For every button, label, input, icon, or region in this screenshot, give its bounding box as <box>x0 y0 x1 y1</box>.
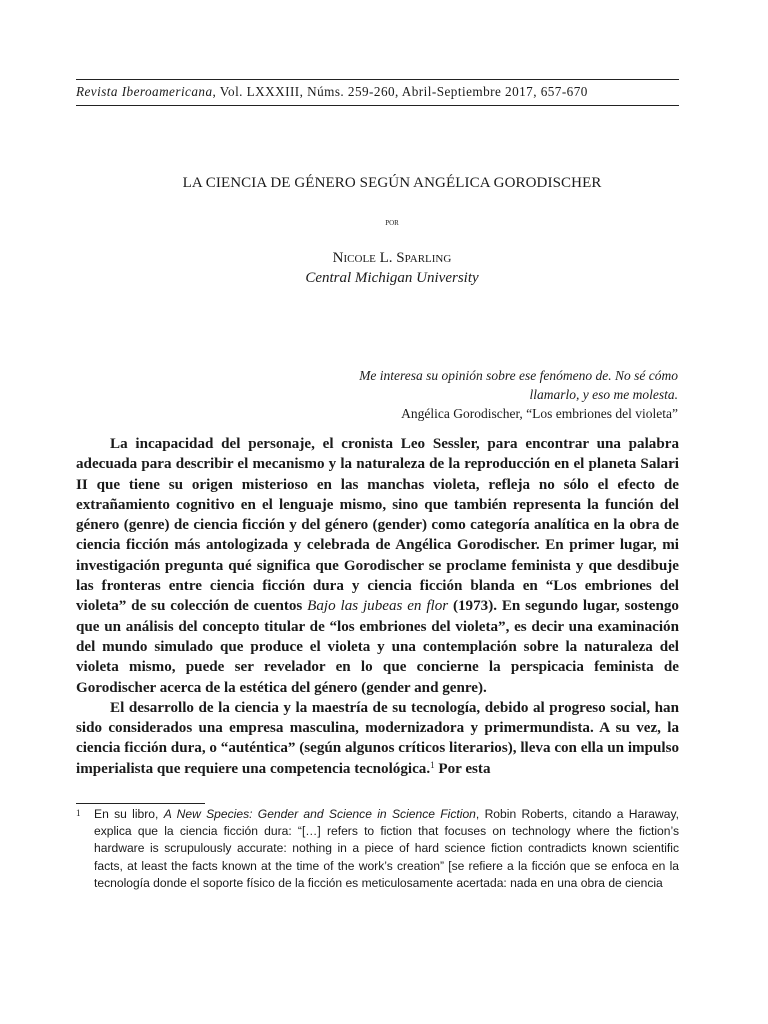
paragraph-2-text-b: Por esta <box>434 760 491 777</box>
article-title: LA CIENCIA DE GÉNERO SEGÚN ANGÉLICA GORODISCHER <box>182 175 602 191</box>
footnote-text-b: , Robin Roberts, citando a Haraway, explica que la ciencia ficción dura: “[…] refers to fiction that focuses on technology where the fiction’s hardware is scrupulously accurate: nothing in a piece of hard science fiction contradicts known scientific facts, at least the facts known at the time of the work’s creation” [se refiere a la ficción que se enfoca en la tecnología donde el soporte físico de la ficción es meticulosamente acertada: nada en una obra de ciencia <box>94 807 679 890</box>
byline-por: por <box>385 217 399 228</box>
paragraph-2-text-a: El desarrollo de la ciencia y la maestría de su tecnología, debido al progreso social, han sido considerados una empresa masculina, modernizadora y primermundista. A su vez, la ciencia ficción dura, o “auténtica” (según algunos críticos literarios), lleva con ella un impulso imperialista que requiere una competencia tecnológica. <box>76 699 679 777</box>
article-body <box>76 434 679 779</box>
epigraph-quote-line2: llamarlo, y eso me molesta. <box>529 387 678 402</box>
footnote-rule <box>76 803 205 804</box>
epigraph-attribution: Angélica Gorodischer, “Los embriones del violeta” <box>401 406 678 421</box>
epigraph <box>290 366 678 423</box>
header-bottom-rule <box>76 105 679 106</box>
footnote-1 <box>76 806 679 892</box>
author-affiliation: Central Michigan University <box>305 270 479 286</box>
author-name: Nicole L. Sparling <box>332 250 452 266</box>
book-title: Bajo las jubeas en flor <box>307 598 449 615</box>
paragraph-2 <box>76 698 679 779</box>
paragraph-1-text-a: La incapacidad del personaje, el cronista Leo Sessler, para encontrar una palabra adecuada para describir el mecanismo y la naturaleza de la reproducción en el planeta Salari II que tiene su origen misterioso en las manchas violeta, refleja no sólo el efecto de extrañamiento cognitivo en el lenguaje mismo, sino que también representa la función del género (genre) de ciencia ficción y del género (gender) como categoría analítica en la obra de ciencia ficción más antologizada y celebrada de Angélica Gorodischer. En primer lugar, mi investigación pregunta qué significa que Gorodischer se proclame feminista y que desdibuje las fronteras entre ciencia ficción dura y ciencia ficción blanda en “Los embriones del violeta” de su colección de cuentos <box>76 436 679 615</box>
running-header <box>76 84 679 100</box>
epigraph-quote-line1: Me interesa su opinión sobre ese fenómeno de. No sé cómo <box>359 368 678 383</box>
footnote-number: 1 <box>76 808 81 818</box>
footnote-ref[interactable]: 1 <box>430 759 435 770</box>
header-top-rule <box>76 79 679 80</box>
footnote-book-title: A New Species: Gender and Science in Science Fiction <box>163 807 476 821</box>
journal-name: Revista Iberoamericana <box>76 84 213 99</box>
footnote-text <box>94 806 679 892</box>
paragraph-1 <box>76 434 679 698</box>
footnote-text-a: En su libro, <box>94 807 164 821</box>
paragraph-1-text-b: (1973). En segundo lugar, sostengo que un análisis del concepto titular de “los embriones del violeta”, es decir una examinación del mundo simulado que produce el violeta y una contemplación sobre la naturaleza del violeta mismo, puede ser revelador en lo que concierne la perspicacia feminista de Gorodischer acerca de la estética del género (gender and genre). <box>76 598 679 696</box>
journal-details: , Vol. LXXXIII, Núms. 259-260, Abril-Septiembre 2017, 657-670 <box>212 84 588 99</box>
